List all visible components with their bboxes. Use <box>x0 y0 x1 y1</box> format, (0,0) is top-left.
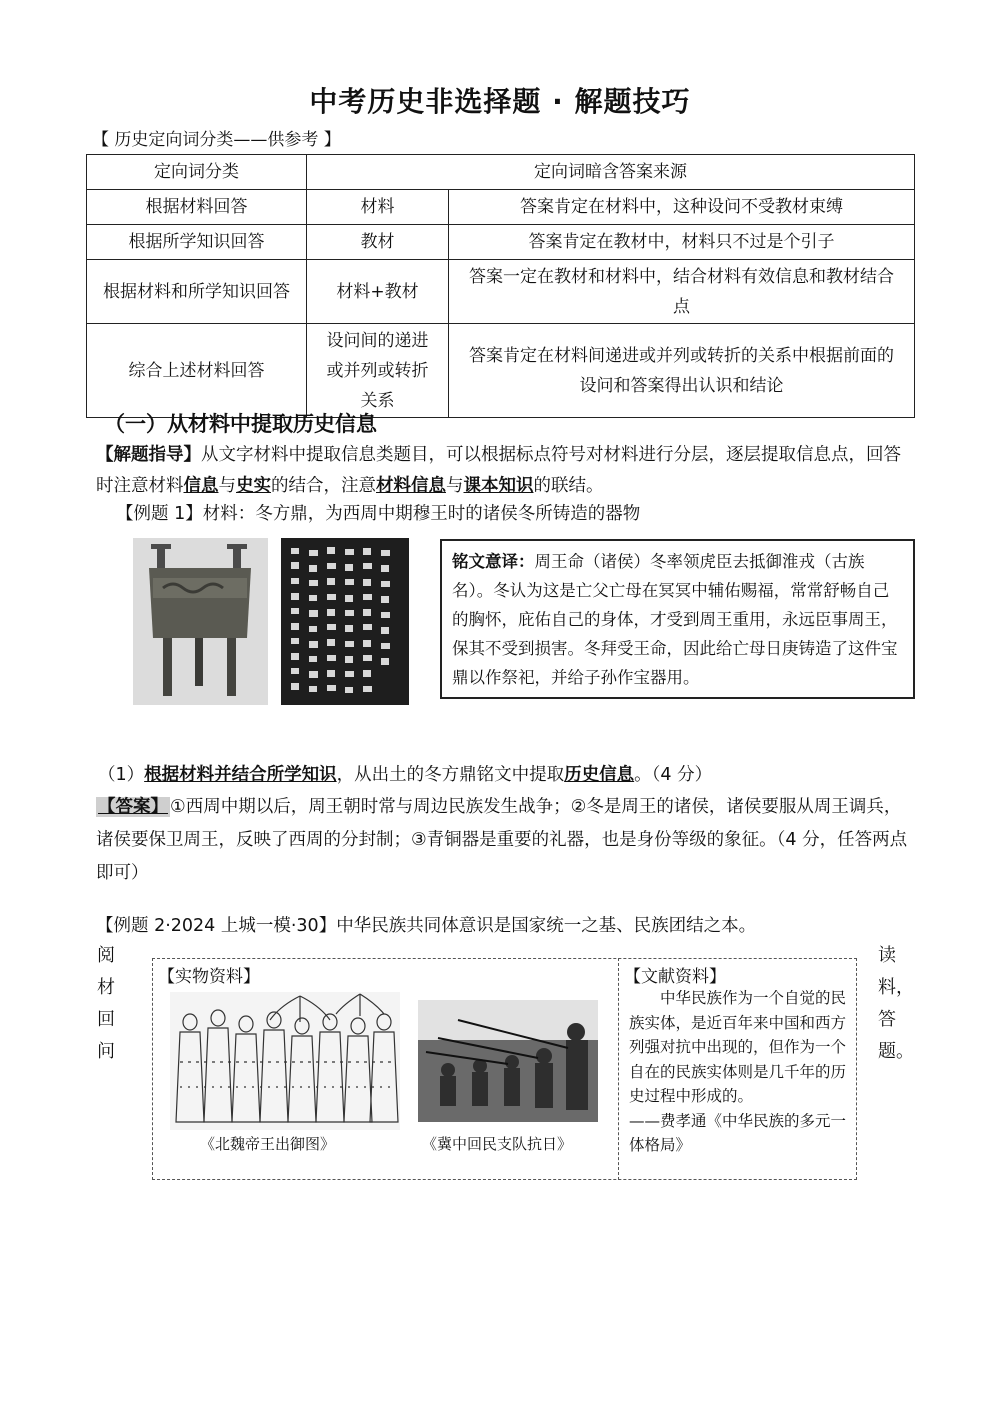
keyword: 根据材料并结合所学知识 <box>144 765 337 785</box>
table-row <box>87 260 915 324</box>
beiwei-procession-image <box>170 992 400 1130</box>
table-cell: 答案肯定在教材中，材料只不过是个引子 <box>449 225 915 260</box>
guide-paragraph <box>96 440 916 502</box>
question-text: ，从出土的冬方鼎铭文中提取 <box>336 765 565 785</box>
table-cell: 答案肯定在材料中，这种设问不受教材束缚 <box>449 190 915 225</box>
page-title: 中考历史非选择题 · 解题技巧 <box>309 85 691 118</box>
frame-divider <box>618 958 619 1180</box>
keyword: 课本知识 <box>463 476 534 496</box>
section-heading: （一）从材料中提取历史信息 <box>104 412 377 436</box>
classification-table <box>86 154 915 418</box>
table-cell: 综合上述材料回答 <box>87 324 307 418</box>
table-cell: 答案肯定在材料间递进或并列或转折的关系中根据前面的设问和答案得出认识和结论 <box>449 324 915 418</box>
table-cell: 设问间的递进或并列或转折关系 <box>307 324 449 418</box>
answer-paragraph <box>96 791 916 890</box>
question-number: （1） <box>98 765 145 785</box>
table-cell: 教材 <box>307 225 449 260</box>
translation-text: 周王命（诸侯）冬率领虎臣去抵御淮戎（古族名）。冬认为这是亡父亡母在冥冥中辅佑赐福，常常舒畅自己的胸怀，庇佑自己的身体，才受到周王重用，永远臣事周王，保其不受到损害。冬拜受王命，因此给亡母日庚铸造了这件宝鼎以作祭祀，并给子孙作宝器用。 <box>452 552 898 687</box>
side-char: 材 <box>97 977 115 998</box>
table-subtitle: 【 历史定向词分类——供参考 】 <box>92 130 341 150</box>
translation-label: 铭文意译： <box>452 552 535 571</box>
document-citation: ——费孝通《中华民族的多元一体格局》 <box>629 1111 847 1154</box>
table-header-cell: 定向词暗含答案来源 <box>307 155 915 190</box>
inscription-rubbing-image <box>281 538 409 705</box>
table-row <box>87 190 915 225</box>
side-char: 回 <box>97 1009 115 1030</box>
document-material-text <box>629 986 851 1158</box>
hui-detachment-photo <box>418 1000 598 1122</box>
table-row <box>87 324 915 418</box>
guide-text: 的联结。 <box>533 476 604 496</box>
bronze-ding-image <box>133 538 268 705</box>
answer-text: ①西周中期以后，周王朝时常与周边民族发生战争；②冬是周王的诸侯，诸侯要服从周王调兵，诸侯要保卫周王，反映了西周的分封制；③青铜器是重要的礼器，也是身份等级的象征。（4 分，任答两点即可） <box>96 797 908 883</box>
table-cell: 材料+教材 <box>307 260 449 324</box>
example1-intro: 【例题 1】材料：冬方鼎，为西周中期穆王时的诸侯冬所铸造的器物 <box>116 504 641 524</box>
table-cell: 根据材料回答 <box>87 190 307 225</box>
table-header-row <box>87 155 915 190</box>
table-cell: 根据材料和所学知识回答 <box>87 260 307 324</box>
side-char: 料， <box>878 977 914 998</box>
side-char: 题。 <box>878 1041 914 1062</box>
guide-text: 的结合，注意 <box>271 476 376 496</box>
guide-label: 【解题指导】 <box>96 445 201 465</box>
inscription-translation-box <box>440 539 915 699</box>
keyword: 史实 <box>236 476 271 496</box>
question-1 <box>98 760 918 791</box>
example2-intro: 【例题 2·2024 上城一模·30】中华民族共同体意识是国家统一之基、民族团结之本。 <box>96 916 757 936</box>
table-row <box>87 225 915 260</box>
guide-text: 与 <box>446 476 464 496</box>
physical-material-label: 【实物资料】 <box>158 967 260 987</box>
document-material-label: 【文献资料】 <box>624 967 726 987</box>
side-char: 问 <box>97 1041 115 1062</box>
keyword: 材料信息 <box>376 476 446 496</box>
caption-beiwei: 《北魏帝王出御图》 <box>200 1135 336 1153</box>
table-cell: 材料 <box>307 190 449 225</box>
guide-text: 从文字材料中提取信息类题目，可以根据标点符号对材料进行分层，逐层提取信息点，回答时注意材料 <box>96 445 901 496</box>
caption-hui-detachment: 《冀中回民支队抗日》 <box>422 1135 573 1153</box>
table-cell: 根据所学知识回答 <box>87 225 307 260</box>
keyword: 信息 <box>183 476 219 496</box>
side-char: 答 <box>878 1009 896 1030</box>
table-header-cell: 定向词分类 <box>87 155 307 190</box>
guide-text: 与 <box>218 476 236 496</box>
side-char: 阅 <box>97 945 115 966</box>
document-quote: 中华民族作为一个自觉的民族实体，是近百年来中国和西方列强对抗中出现的，但作为一个自在的民族实体则是几千年的历史过程中形成的。 <box>629 989 847 1105</box>
question-text: 。（4 分） <box>634 765 713 785</box>
keyword: 历史信息 <box>564 765 635 785</box>
answer-label: 【答案】 <box>98 797 168 817</box>
side-char: 读 <box>878 945 896 966</box>
table-cell: 答案一定在教材和材料中，结合材料有效信息和教材结合点 <box>449 260 915 324</box>
